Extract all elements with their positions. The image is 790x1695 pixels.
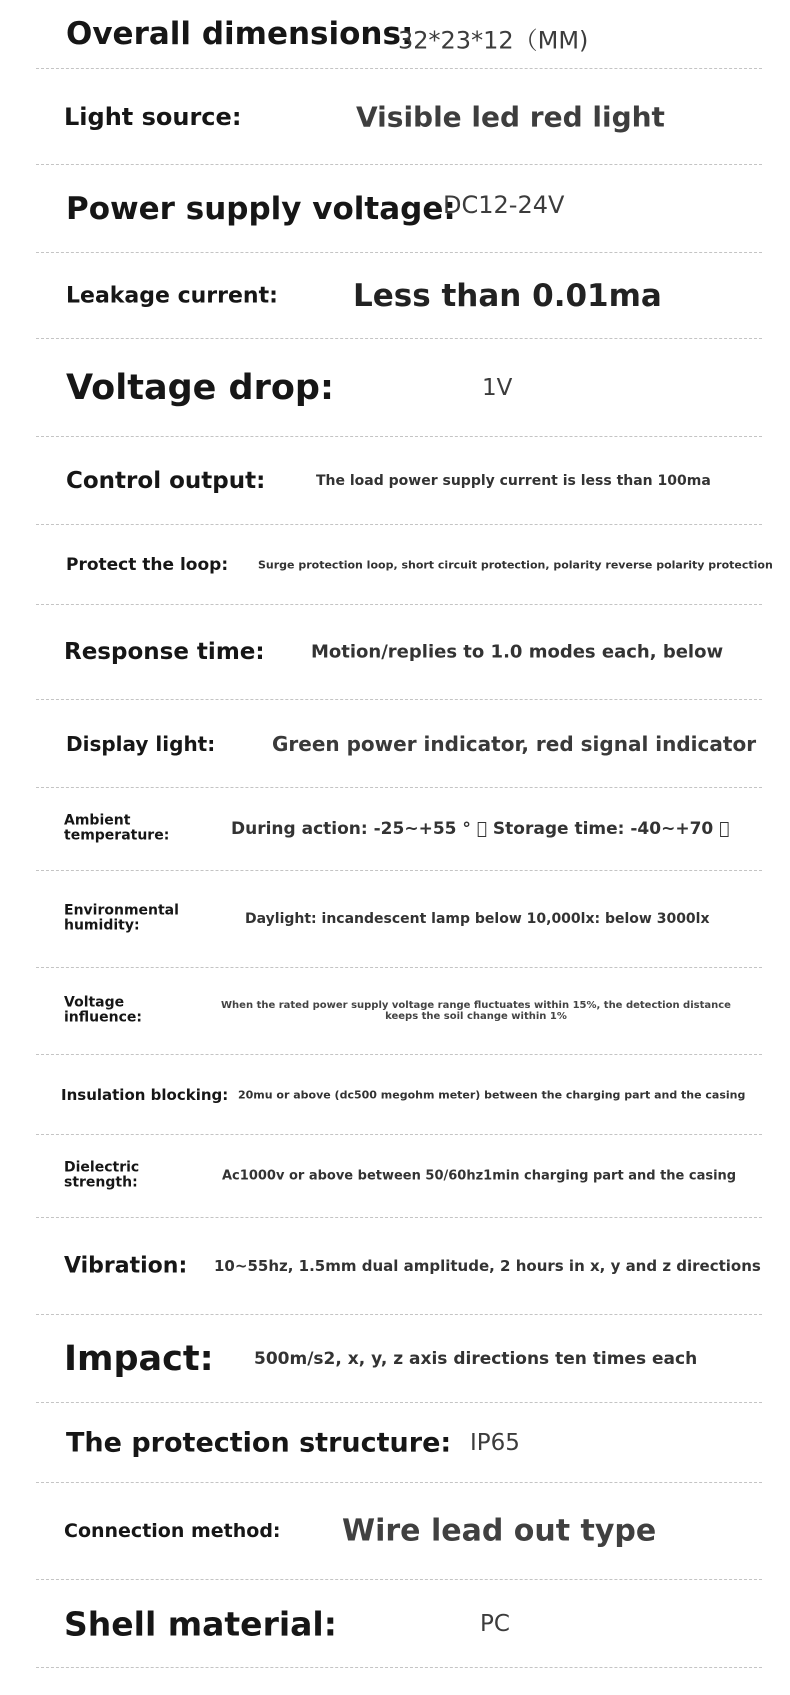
spec-label: Impact: bbox=[64, 1338, 214, 1379]
spec-label: The protection structure: bbox=[66, 1427, 452, 1458]
spec-label: Power supply voltage: bbox=[66, 190, 456, 227]
spec-row-power-supply-voltage bbox=[36, 165, 762, 253]
spec-value: 500m/s2, x, y, z axis directions ten times each bbox=[254, 1348, 698, 1369]
spec-label: Response time: bbox=[64, 639, 265, 665]
spec-label: Overall dimensions: bbox=[66, 16, 414, 52]
spec-row-insulation-blocking bbox=[36, 1055, 762, 1135]
spec-value: PC bbox=[480, 1610, 510, 1637]
spec-row-overall-dimensions bbox=[36, 0, 762, 69]
spec-row-connection-method bbox=[36, 1483, 762, 1580]
spec-row-protect-the-loop bbox=[36, 525, 773, 605]
spec-label: Control output: bbox=[66, 467, 266, 494]
spec-value: The load power supply current is less than 100ma bbox=[316, 472, 711, 489]
spec-row-response-time bbox=[36, 605, 762, 700]
spec-value: IP65 bbox=[470, 1429, 520, 1456]
spec-value: When the rated power supply voltage range fluctuates within 15%, the detection distance keeps the soil change within 1% bbox=[221, 1000, 731, 1022]
spec-value: 1V bbox=[482, 374, 513, 401]
spec-value: 10~55hz, 1.5mm dual amplitude, 2 hours in x, y and z directions bbox=[214, 1257, 761, 1275]
spec-label: Voltage influence: bbox=[64, 994, 142, 1026]
spec-value: Green power indicator, red signal indicator bbox=[272, 731, 757, 756]
spec-row-voltage-drop bbox=[36, 339, 762, 437]
spec-label: Protect the loop: bbox=[66, 554, 229, 575]
spec-row-shell-material bbox=[36, 1580, 762, 1668]
spec-label: Voltage drop: bbox=[66, 367, 334, 408]
spec-value: 20mu or above (dc500 megohm meter) between the charging part and the casing bbox=[238, 1088, 746, 1101]
spec-label: Ambient temperature: bbox=[64, 812, 170, 844]
spec-row-light-source bbox=[36, 69, 762, 165]
spec-label: Leakage current: bbox=[66, 283, 278, 308]
spec-label: Dielectric strength: bbox=[64, 1159, 140, 1191]
spec-value: Daylight: incandescent lamp below 10,000lx: below 3000lx bbox=[245, 911, 710, 927]
spec-value: Motion/replies to 1.0 modes each, below bbox=[311, 641, 724, 663]
spec-value: Less than 0.01ma bbox=[353, 277, 662, 314]
spec-value: Ac1000v or above between 50/60hz1min charging part and the casing bbox=[222, 1168, 737, 1184]
spec-row-display-light bbox=[36, 700, 762, 788]
spec-label: Environmental humidity: bbox=[64, 902, 179, 934]
spec-label: Light source: bbox=[64, 102, 242, 131]
spec-row-leakage-current bbox=[36, 253, 762, 339]
spec-label: Shell material: bbox=[64, 1604, 337, 1643]
spec-label: Connection method: bbox=[64, 1520, 281, 1542]
spec-row-control-output bbox=[36, 437, 762, 525]
spec-label: Insulation blocking: bbox=[61, 1085, 229, 1104]
spec-value: Visible led red light bbox=[356, 100, 665, 133]
spec-row-ambient-temperature bbox=[36, 788, 762, 871]
spec-value: Surge protection loop, short circuit protection, polarity reverse polarity protection bbox=[258, 558, 773, 571]
spec-row-vibration bbox=[36, 1218, 762, 1315]
spec-value: Wire lead out type bbox=[342, 1513, 657, 1549]
spec-label: Vibration: bbox=[64, 1253, 188, 1279]
spec-value: During action: -25~+55 ° ⃞ Storage time: -40~+70 ⃞ bbox=[231, 819, 730, 839]
spec-row-impact bbox=[36, 1315, 762, 1403]
spec-row-dielectric-strength bbox=[36, 1135, 762, 1218]
spec-value: DC12-24V bbox=[443, 191, 565, 219]
spec-row-environmental-humidity bbox=[36, 871, 762, 968]
spec-row-voltage-influence bbox=[36, 968, 762, 1055]
spec-label: Display light: bbox=[66, 731, 216, 756]
spec-value: 32*23*12（MM) bbox=[398, 26, 589, 55]
spec-row-protection-structure bbox=[36, 1403, 762, 1483]
